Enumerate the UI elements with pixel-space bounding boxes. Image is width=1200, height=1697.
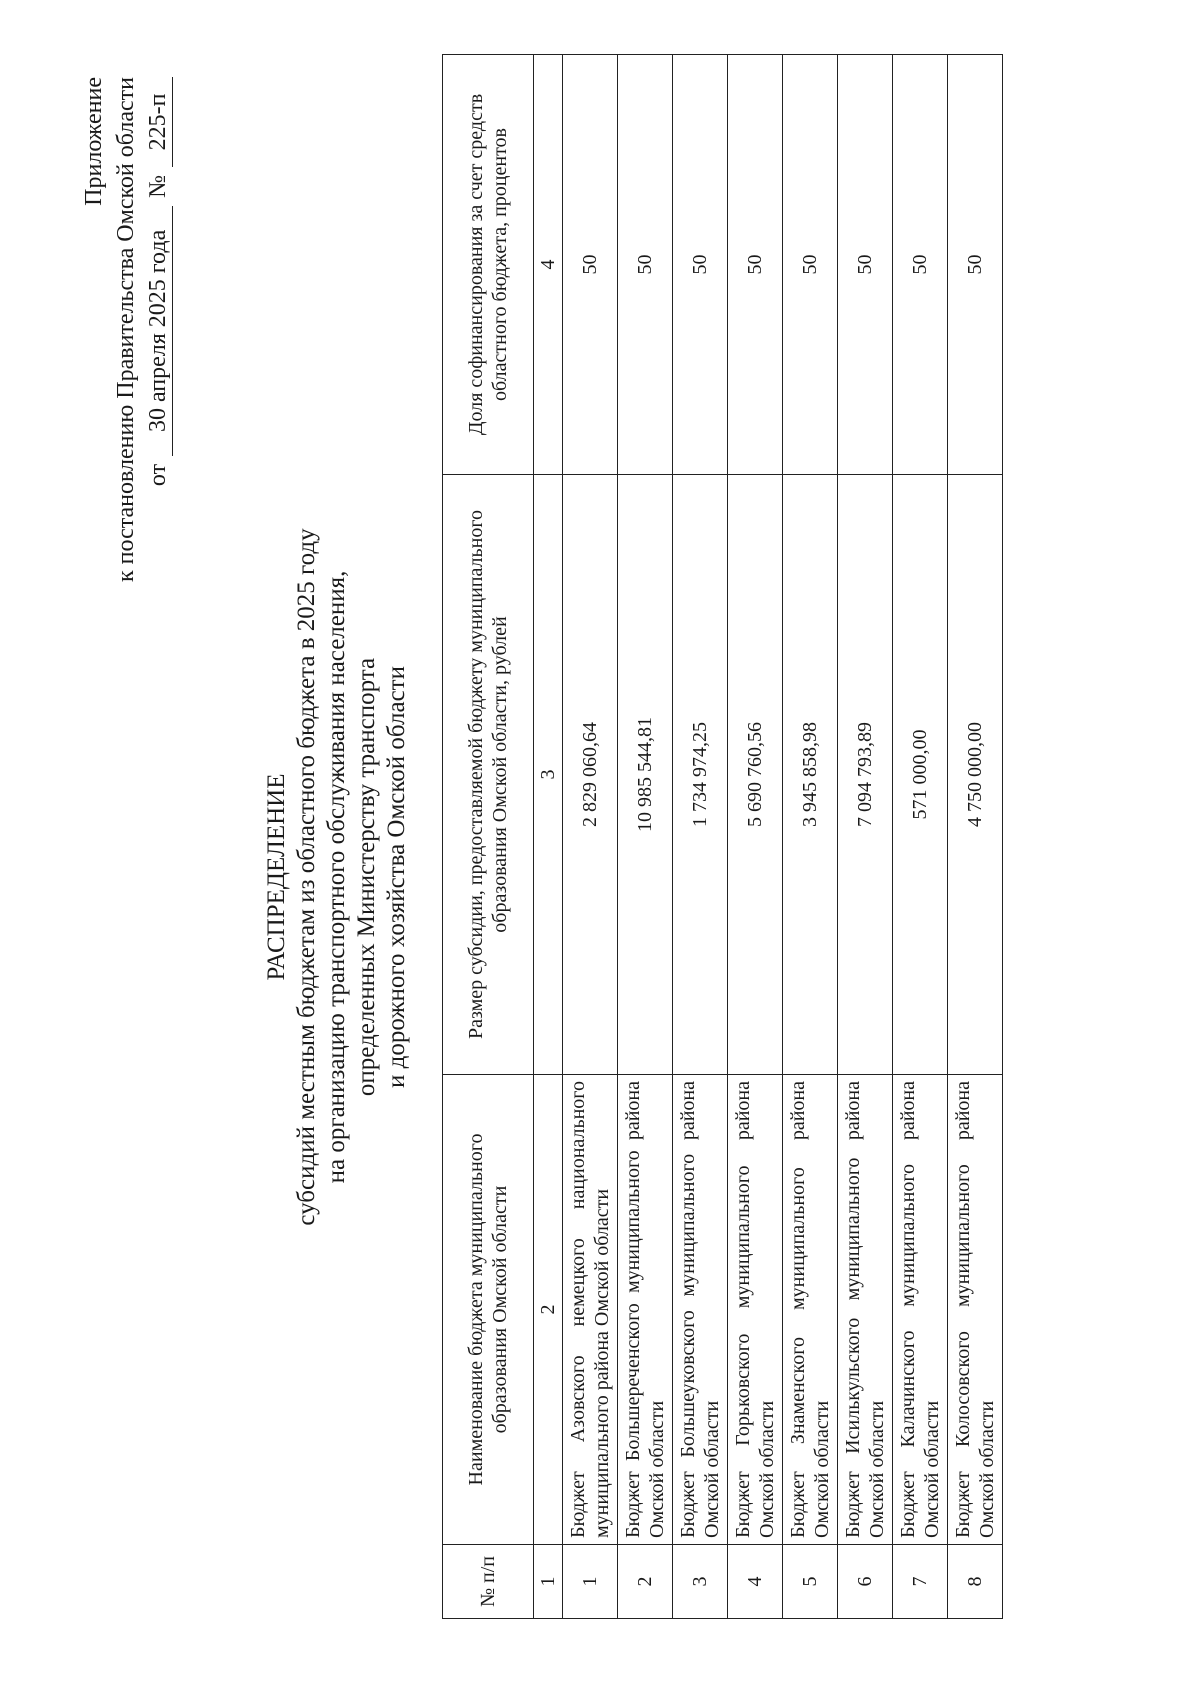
- header-share: Доля софинансирования за счет средств областного бюджета, процентов: [443, 55, 534, 475]
- cofinancing-share: 50: [893, 55, 948, 475]
- row-number: 2: [618, 1545, 673, 1619]
- subsidy-amount: 2 829 060,64: [563, 475, 618, 1075]
- column-number: 1: [534, 1545, 563, 1619]
- heading-title: РАСПРЕДЕЛЕНИЕ: [263, 773, 290, 981]
- heading-line-1: субсидий местным бюджетам из областного бюджета в 2025 году: [293, 528, 320, 1226]
- appendix-block: [78, 77, 174, 607]
- document-heading: [262, 177, 412, 1577]
- budget-name: Бюджет Колосовского муниципального района Омской области: [948, 1075, 1003, 1545]
- row-number: 6: [838, 1545, 893, 1619]
- subsidy-amount: 7 094 793,89: [838, 475, 893, 1075]
- cofinancing-share: 50: [948, 55, 1003, 475]
- table-row: [728, 55, 783, 1619]
- header-amount: Размер субсидии, предоставляемой бюджету муниципального образования Омской области, рублей: [443, 475, 534, 1075]
- subsidy-amount: 3 945 858,98: [783, 475, 838, 1075]
- appendix-title: Приложение: [81, 77, 107, 206]
- table-row: [618, 55, 673, 1619]
- table-row: [893, 55, 948, 1619]
- number-label: №: [145, 175, 171, 198]
- table-row: [563, 55, 618, 1619]
- cofinancing-share: 50: [838, 55, 893, 475]
- column-numbers-row: [534, 55, 563, 1619]
- subsidy-amount: 5 690 760,56: [728, 475, 783, 1075]
- order-reference: [142, 77, 174, 607]
- table-row: [673, 55, 728, 1619]
- cofinancing-share: 50: [673, 55, 728, 475]
- subsidy-amount: 4 750 000,00: [948, 475, 1003, 1075]
- order-date: 30 апреля 2025 года: [144, 206, 173, 456]
- cofinancing-share: 50: [728, 55, 783, 475]
- budget-name: Бюджет Калачинского муниципального района Омской области: [893, 1075, 948, 1545]
- order-number: 225-п: [144, 77, 173, 167]
- table-header-row: [443, 55, 534, 1619]
- budget-name: Бюджет Исилькульского муниципального района Омской области: [838, 1075, 893, 1545]
- heading-line-3: определенных Министерству транспорта: [353, 657, 380, 1097]
- heading-line-2: на организацию транспортного обслуживания населения,: [323, 570, 350, 1184]
- budget-name: Бюджет Азовского немецкого национального муниципального района Омской области: [563, 1075, 618, 1545]
- budget-name: Бюджет Горьковского муниципального района Омской области: [728, 1075, 783, 1545]
- row-number: 4: [728, 1545, 783, 1619]
- cofinancing-share: 50: [563, 55, 618, 475]
- heading-line-4: и дорожного хозяйства Омской области: [383, 666, 410, 1088]
- subsidy-amount: 571 000,00: [893, 475, 948, 1075]
- subsidy-amount: 1 734 974,25: [673, 475, 728, 1075]
- from-label: от: [145, 463, 171, 487]
- table-row: [783, 55, 838, 1619]
- appendix-subtitle: к постановлению Правительства Омской области: [113, 77, 139, 583]
- budget-name: Бюджет Большеуковского муниципального района Омской области: [673, 1075, 728, 1545]
- row-number: 3: [673, 1545, 728, 1619]
- row-number: 7: [893, 1545, 948, 1619]
- column-number: 3: [534, 475, 563, 1075]
- table-row: [948, 55, 1003, 1619]
- header-num: № п/п: [443, 1545, 534, 1619]
- row-number: 1: [563, 1545, 618, 1619]
- row-number: 8: [948, 1545, 1003, 1619]
- subsidy-amount: 10 985 544,81: [618, 475, 673, 1075]
- column-number: 4: [534, 55, 563, 475]
- column-number: 2: [534, 1075, 563, 1545]
- row-number: 5: [783, 1545, 838, 1619]
- cofinancing-share: 50: [783, 55, 838, 475]
- cofinancing-share: 50: [618, 55, 673, 475]
- budget-name: Бюджет Знаменского муниципального района Омской области: [783, 1075, 838, 1545]
- distribution-table: [442, 54, 1003, 1619]
- table-row: [838, 55, 893, 1619]
- budget-name: Бюджет Большереченского муниципального района Омской области: [618, 1075, 673, 1545]
- header-name: Наименование бюджета муниципального образования Омской области: [443, 1075, 534, 1545]
